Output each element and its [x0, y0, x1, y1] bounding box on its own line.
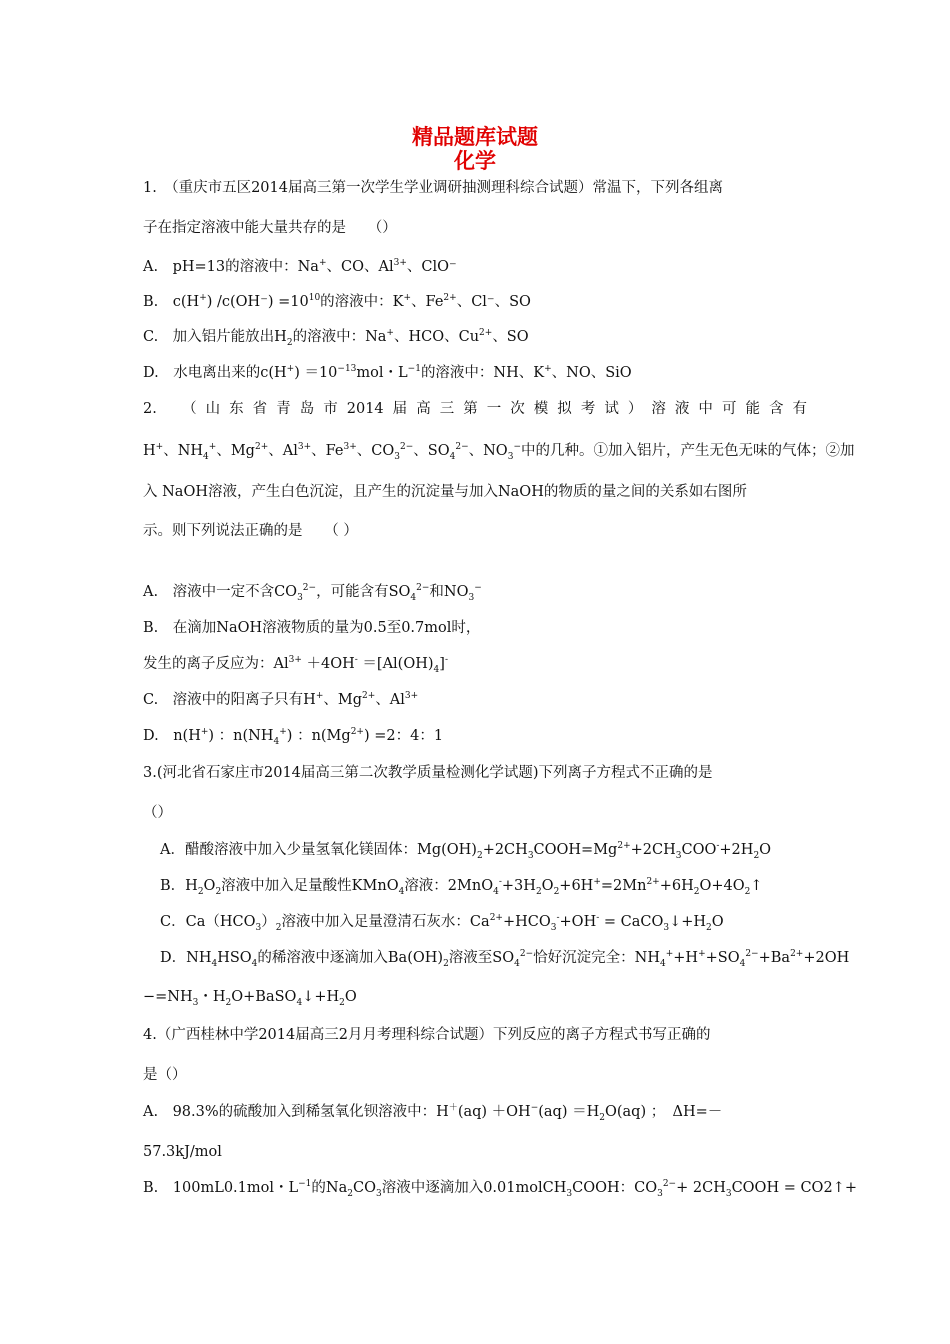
q3-option-b: B．$H_2O_2$溶液中加入足量酸性KMnO$_4$溶液：$2MnO_4^-+3H_2O_2+6H^+=2Mn^{2+}+6H_2O+4O_2↑$: [160, 877, 763, 897]
q3-option-c: C．$Ca(HCO_3)_2$溶液中加入足量澄清石灰水：$Ca^{2+}+HCO_3^-+OH^-$ = $CaCO_3↓+H_2O$: [160, 913, 724, 933]
q2-stem-line1: 2. （山东省青岛市2014届高三第一次模拟考试）溶液中可能含有: [143, 401, 807, 417]
q2-stem-line2: H+、$NH_4^+$、$Mg^{2+}$、$Al^{3+}$、$Fe^{3+}$、$CO_3^{2-}$、$SO_4^{2-}$、$NO_3^-$中的几种。①加入铝片，产生无色无味的气体；②加: [143, 442, 855, 462]
q2-stem-line3: 入 NaOH溶液，产生白色沉淀，且产生的沉淀量与加入NaOH的物质的量之间的关系如右图所: [143, 484, 747, 500]
q1-option-d: D. 水电离出来的$c(H^+) =10^{-13}mol$・$L^{-1}$的溶液中：NH、K+、NO、SiO: [143, 364, 632, 381]
q2-option-c: C. 溶液中的阳离子只有H+、$Mg^{2+}$、$Al^{3+}$: [143, 691, 419, 708]
q2-stem-line4: 示。则下列说法正确的是 （ ）: [143, 523, 358, 539]
q4-option-b: B. 100mL0.1mol・$L^{-1}$的$Na_2CO_3$溶液中逐滴加入0.01molCH$_3$COOH：$CO_3^{2-}+$ $2CH_3COOH$ = CO2↑+: [143, 1179, 857, 1199]
q2-option-d: D. n(H+) ：$n(NH_4^+)$ ：$n(Mg^{2+}) =2$：4：1: [143, 727, 444, 747]
page-title: 精品题库试题: [412, 125, 538, 149]
q4-option-a-line1: A. 98.3%的硫酸加入到稀氢氧化钡溶液中：$H^+(aq) +OH^-(aq) =H_2O(aq)$ ； ΔH=－: [143, 1103, 723, 1123]
q1-stem-line1: 1. （重庆市五区2014届高三第一次学生学业调研抽测理科综合试题）常温下，下列各组离: [143, 180, 723, 196]
q4-option-a-line2: 57.3kJ/mol: [143, 1144, 222, 1160]
q2-option-b-line2: 发生的离子反应为：$Al^{3+} +4OH^- =[Al(OH)_4]^-$: [143, 655, 448, 675]
q3-option-a: A．醋酸溶液中加入少量氢氧化镁固体：$Mg(OH)_2+2CH_3COOH=Mg^{2+}+2CH_3COO^-+2H_2O$: [160, 841, 772, 861]
q1-option-c: C. 加入铝片能放出$H_2$的溶液中：Na+、HCO、$Cu^{2+}$、SO: [143, 328, 529, 348]
subject-title: 化学: [454, 149, 496, 173]
q2-option-b-line1: B. 在滴加NaOH溶液物质的量为0.5至0.7mol时，: [143, 620, 481, 636]
q3-option-d-line2: $-=NH_3$・$H_2O+BaSO_4↓+H_2O$: [143, 989, 357, 1008]
q1-stem-line2: 子在指定溶液中能大量共存的是 （）: [143, 220, 397, 236]
q3-stem-line2: （）: [143, 805, 172, 821]
q1-option-a: A. pH=13的溶液中：Na+、CO、$Al^{3+}$、ClO⁻: [143, 258, 457, 275]
q4-stem-line2: 是（）: [143, 1067, 187, 1083]
q3-stem-line1: 3.(河北省石家庄市2014届高三第二次教学质量检测化学试题)下列离子方程式不正确的是: [143, 765, 713, 781]
q1-option-b: B. c(H+) $/c(OH^-) =10^{10}$的溶液中：K+、$Fe^{2+}$、Cl⁻、SO: [143, 293, 531, 310]
q4-stem-line1: 4.（广西桂林中学2014届高三2月月考理科综合试题）下列反应的离子方程式书写正确的: [143, 1027, 711, 1043]
q3-option-d-line1: D．$NH_4HSO_4$的稀溶液中逐滴加入$Ba(OH)_2$溶液至$SO_4^{2-}$恰好沉淀完全：$NH_4^++H^++SO_4^{2-}+Ba^{2+}+2OH$: [160, 949, 850, 969]
q2-option-a: A. 溶液中一定不含$CO_3^{2-}$，可能含有$SO_4^{2-}$和$NO_3^-$: [143, 583, 482, 603]
